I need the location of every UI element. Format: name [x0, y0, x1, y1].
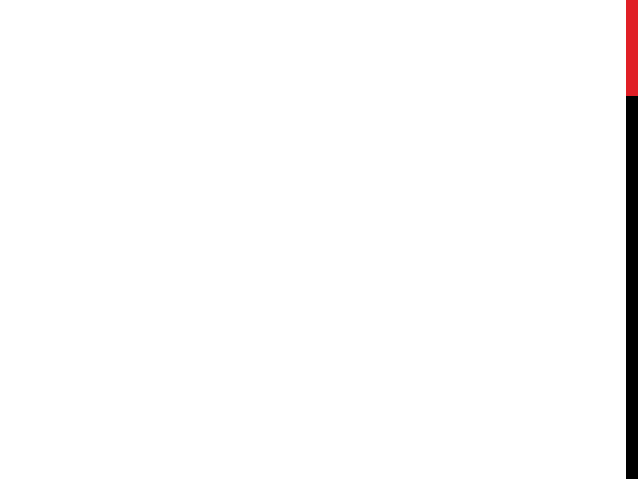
accent-bar-black-segment	[626, 96, 638, 479]
accent-bar-red-segment	[626, 0, 638, 96]
accent-bar	[626, 0, 638, 479]
slide-body	[36, 125, 596, 132]
